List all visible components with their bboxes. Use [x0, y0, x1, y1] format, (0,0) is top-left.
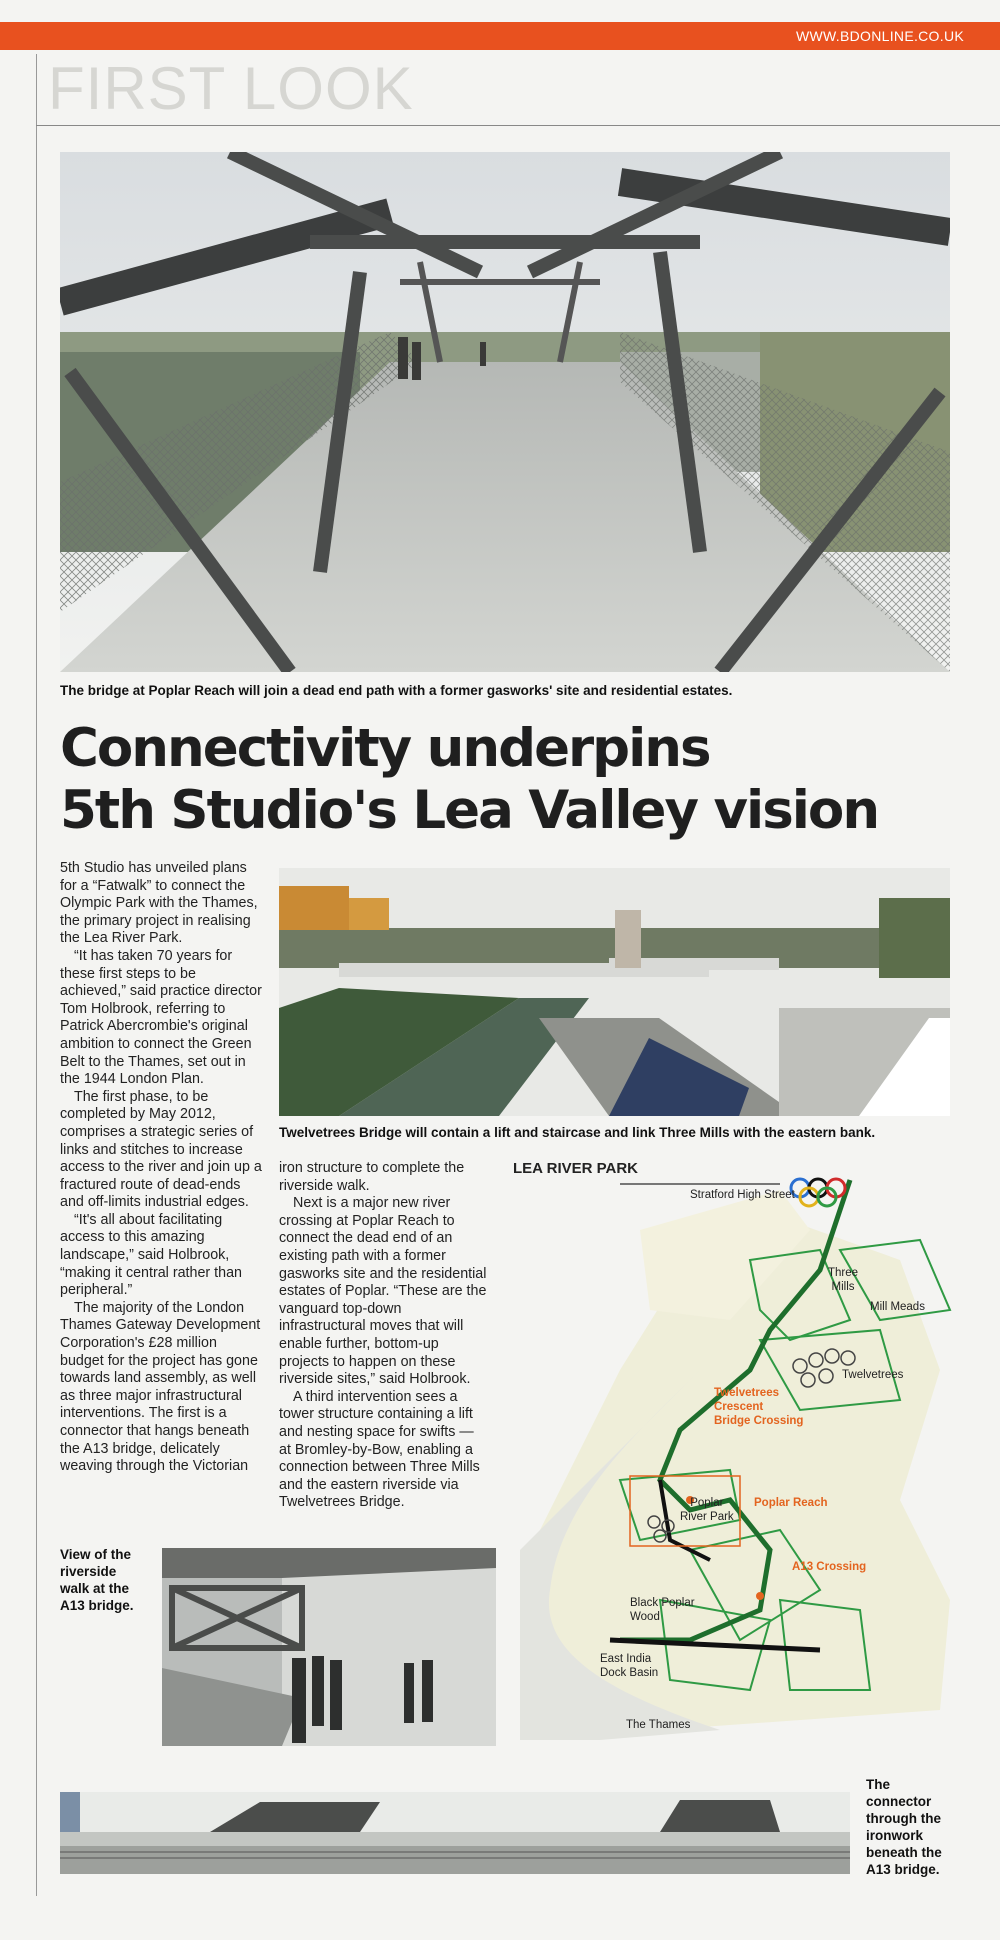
margin-rule: [36, 54, 37, 1896]
connector-photo-caption: The connector through the ironwork beneath the A13 bridge.: [866, 1777, 942, 1877]
map-label-east-india: East India Dock Basin: [600, 1653, 659, 1679]
article-column-1: [60, 860, 264, 1476]
map-label-stratford: Stratford High Street: [690, 1189, 795, 1201]
map-label-twelvetrees: Twelvetrees: [842, 1369, 904, 1381]
paragraph: A third intervention sees a tower structure containing a lift and nesting space for swifts — at Bromley-by-Bow, enabling a connection between Three Mills and the eastern riverside via Twelvetrees Bridge.: [279, 1388, 480, 1511]
paragraph: Next is a major new river crossing at Poplar Reach to connect the dead end of an existing path with a former gasworks site and the residential estates of Poplar. “These are the vanguard top-down infrastructural moves that will enable further, bottom-up projects to happen on these riverside sites,” said Holbrook.: [279, 1195, 487, 1388]
lea-river-park-map: [520, 1170, 960, 1740]
paragraph: “It has taken 70 years for these first steps to be achieved,” said practice director Tom Holbrook, referring to Patrick Abercrombie's original ambition to connect the Green Belt to the Thames, set out in the 1944 London Plan.: [60, 947, 262, 1088]
headline-line-1: Connectivity underpins: [60, 718, 710, 779]
header-rule: [36, 125, 1000, 126]
walk-photo-caption: View of the riverside walk at the A13 bridge.: [60, 1547, 134, 1613]
map-label-mill-meads: Mill Meads: [870, 1301, 925, 1313]
headline: [60, 718, 878, 842]
connector-elevation-photo: [60, 1792, 850, 1874]
map-title: LEA RIVER PARK: [513, 1160, 639, 1177]
top-bar: [0, 22, 1000, 50]
riverside-walk-photo: [162, 1548, 496, 1746]
bridge-render-photo: [60, 152, 950, 672]
map-label-a13: A13 Crossing: [792, 1561, 867, 1573]
headline-line-2: 5th Studio's Lea Valley vision: [60, 780, 879, 841]
paragraph: 5th Studio has unveiled plans for a “Fatwalk” to connect the Olympic Park with the Thames, the primary project in realising the Lea River Park.: [60, 860, 258, 947]
paragraph: iron structure to complete the riverside walk.: [279, 1160, 465, 1194]
site-url[interactable]: WWW.BDONLINE.CO.UK: [796, 28, 964, 44]
paragraph: “It's all about facilitating access to this amazing landscape,” said Holbrook, “making it central rather than peripheral.”: [60, 1211, 242, 1299]
map-label-thames: The Thames: [626, 1719, 691, 1731]
middle-photo-caption: Twelvetrees Bridge will contain a lift and staircase and link Three Mills with the eastern bank.: [279, 1125, 876, 1140]
map-label-three-mills: Three Mills: [828, 1267, 859, 1293]
section-title: FIRST LOOK: [48, 55, 414, 122]
paragraph: The majority of the London Thames Gateway Development Corporation's £28 million budget for the project has gone towards land assembly, as well as three major infrastructural interventions. The first is a connector that hangs beneath the A13 bridge, delicately weaving through the Victorian: [60, 1299, 261, 1475]
map-label-poplar-park: Poplar River Park: [680, 1497, 734, 1523]
twelvetrees-bridge-photo: [279, 868, 950, 1116]
map-label-black-poplar: Black Poplar Wood: [630, 1597, 695, 1623]
map-label-crossing: Twelvetrees Crescent Bridge Crossing: [714, 1387, 804, 1427]
map-label-poplar-reach: Poplar Reach: [754, 1497, 828, 1509]
top-photo-caption: The bridge at Poplar Reach will join a dead end path with a former gasworks' site and residential estates.: [60, 683, 733, 698]
article-column-2: [279, 1160, 489, 1512]
paragraph: The first phase, to be completed by May 2012, comprises a strategic series of links and stitches to increase access to the river and join up a fractured route of dead-ends and off-limits industrial edges.: [60, 1088, 262, 1211]
